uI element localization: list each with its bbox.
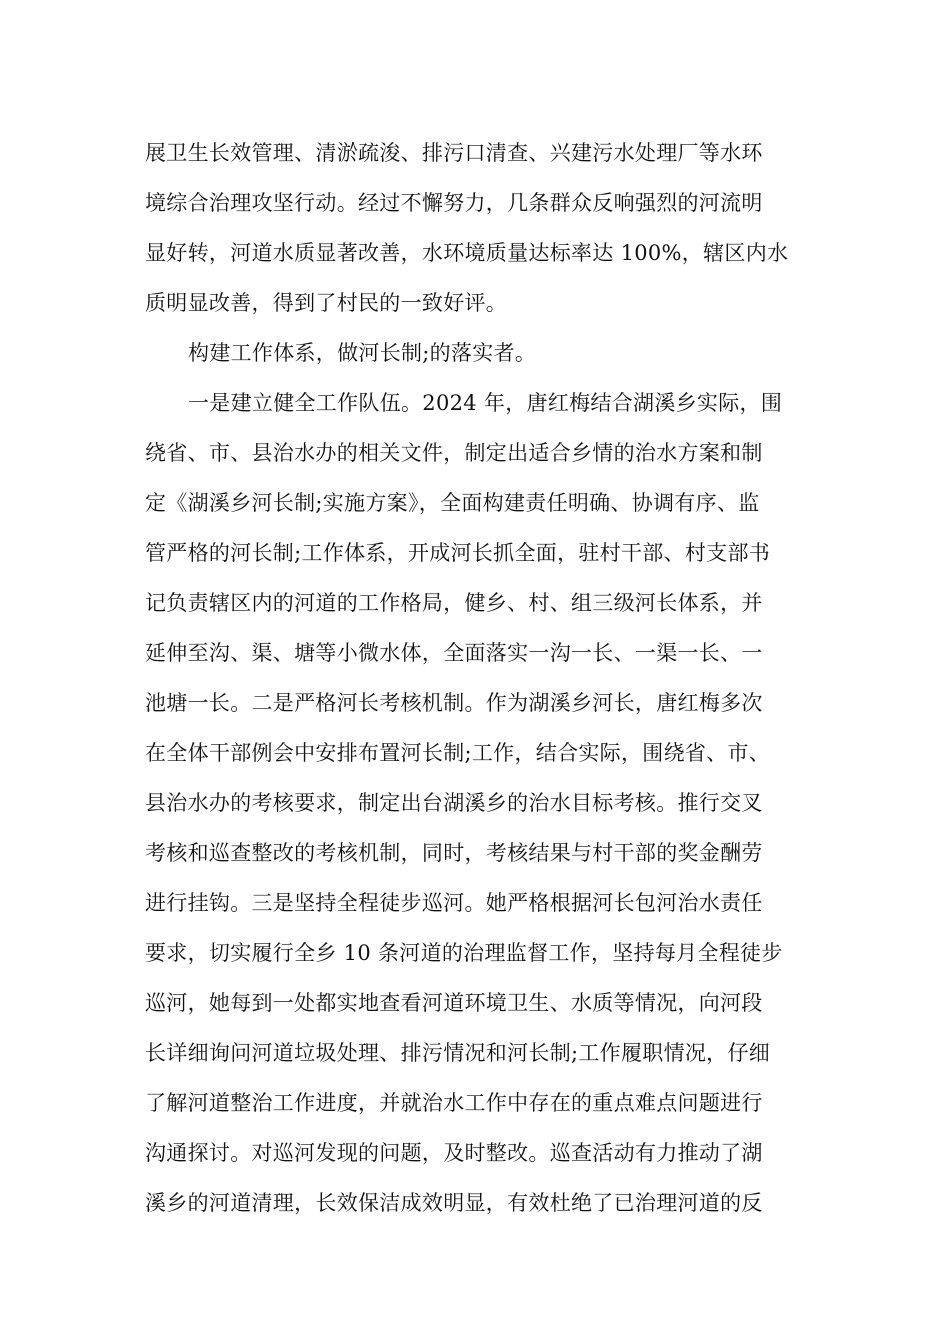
text-line: 定《湖溪乡河长制;实施方案》，全面构建责任明确、协调有序、监 bbox=[145, 491, 760, 515]
text-line: 质明显改善，得到了村民的一致好评。 bbox=[145, 291, 508, 315]
text-line: 巡河，她每到一处都实地查看河道环境卫生、水质等情况，向河段 bbox=[145, 991, 763, 1015]
section-heading: 构建工作体系，做河长制;的落实者。 bbox=[188, 341, 537, 365]
text-line: 管严格的河长制;工作体系，开成河长抓全面，驻村干部、村支部书 bbox=[145, 541, 771, 565]
text-line: 沟通探讨。对巡河发现的问题，及时整改。巡查活动有力推动了湖 bbox=[145, 1141, 763, 1165]
text-line: 记负责辖区内的河道的工作格局，健乡、村、组三级河长体系，并 bbox=[145, 591, 763, 615]
text-line: 显好转，河道水质显著改善，水环境质量达标率达 100%，辖区内水 bbox=[145, 241, 789, 265]
text-line: 长详细询问河道垃圾处理、排污情况和河长制;工作履职情况，仔细 bbox=[145, 1041, 771, 1065]
text-line: 溪乡的河道清理，长效保洁成效明显，有效杜绝了已治理河道的反 bbox=[145, 1191, 763, 1215]
text-line: 一是建立健全工作队伍。2024 年，唐红梅结合湖溪乡实际，围 bbox=[188, 391, 783, 415]
text-line: 在全体干部例会中安排布置河长制;工作，结合实际，围绕省、市、 bbox=[145, 741, 771, 765]
text-line: 池塘一长。二是严格河长考核机制。作为湖溪乡河长，唐红梅多次 bbox=[145, 691, 763, 715]
text-line: 展卫生长效管理、清淤疏浚、排污口清查、兴建污水处理厂等水环 bbox=[145, 141, 763, 165]
text-line: 境综合治理攻坚行动。经过不懈努力，几条群众反响强烈的河流明 bbox=[145, 191, 763, 215]
text-line: 了解河道整治工作进度，并就治水工作中存在的重点难点问题进行 bbox=[145, 1091, 763, 1115]
document-body bbox=[145, 128, 810, 1228]
text-line: 考核和巡查整改的考核机制，同时，考核结果与村干部的奖金酬劳 bbox=[145, 841, 763, 865]
text-line: 绕省、市、县治水办的相关文件，制定出适合乡情的治水方案和制 bbox=[145, 441, 763, 465]
text-line: 进行挂钩。三是坚持全程徒步巡河。她严格根据河长包河治水责任 bbox=[145, 891, 763, 915]
text-line: 县治水办的考核要求，制定出台湖溪乡的治水目标考核。推行交叉 bbox=[145, 791, 763, 815]
text-line: 要求，切实履行全乡 10 条河道的治理监督工作，坚持每月全程徒步 bbox=[145, 941, 783, 965]
text-line: 延伸至沟、渠、塘等小微水体，全面落实一沟一长、一渠一长、一 bbox=[145, 641, 763, 665]
